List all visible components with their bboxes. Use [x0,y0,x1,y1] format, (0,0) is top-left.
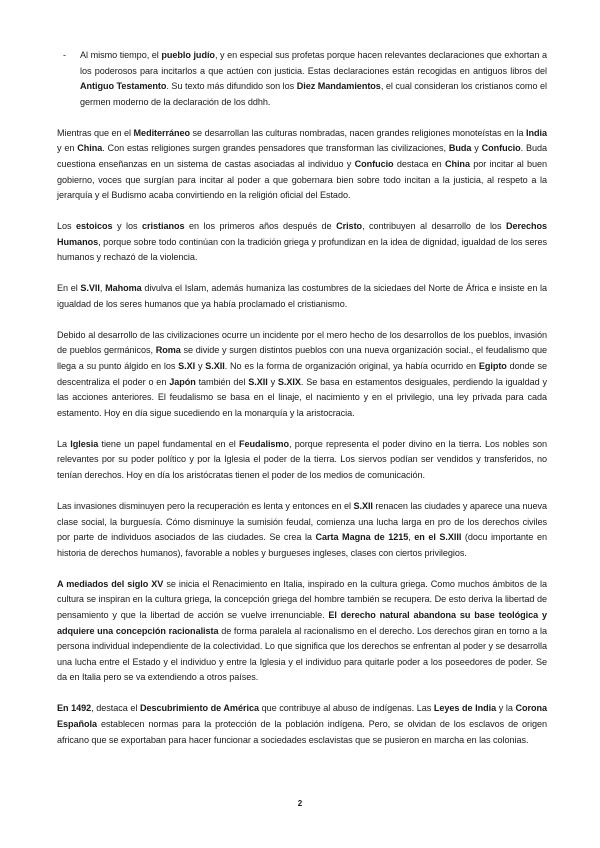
bold-term: Antiguo Testamento [80,81,167,92]
bold-term: Corona Española [57,703,548,729]
text-run: que contribuye al abuso de indígenas. Las [258,703,434,714]
bold-term: A mediados del siglo XV [57,578,164,589]
bold-term: S.XII [353,501,373,511]
text-run: en los primeros años después de [184,221,337,232]
paragraph-bourgeoisie [57,499,547,561]
bold-term: en el S.XIII [414,532,462,543]
bullet-text [80,50,547,107]
paragraph-islam [57,281,547,312]
bold-term: S.XII [205,361,225,372]
text-run: y [195,361,206,372]
text-run: Los [57,221,77,232]
page-content [57,48,547,763]
text-run: y [471,143,482,154]
text-run: Al mismo tiempo, el [80,50,162,60]
bold-term: Carta Magna de 1215 [315,532,409,543]
text-run: Las invasiones disminuyen pero la recuperación es lenta y entonces en el [57,501,354,511]
text-run: , [99,283,106,294]
bold-term: S.XI [178,361,196,372]
bold-term: Leyes de India [433,703,497,714]
text-run: y [267,376,278,387]
text-run: Mientras que en el [57,127,134,138]
bold-term: Mahoma [105,283,142,294]
bold-term: En 1492 [57,703,92,714]
paragraph-church [57,437,547,484]
text-run: donde se descentraliza el poder o en [57,361,547,387]
bold-term: Mediterráneo [133,127,191,138]
text-run: , destaca el [91,703,140,714]
text-run: destaca en [393,158,445,169]
bold-term: Japón [169,376,196,387]
text-run: tiene un papel fundamental en el [98,438,239,449]
bold-term: Buda [448,143,472,154]
text-run: La [57,438,71,449]
text-run: y los [112,221,143,232]
text-run: , porque representa el poder divino en la tierra. Los nobles son relevantes por su poder político y por la Iglesia el poder de la tierra. Los siervos podían ser vendidos y transferidos, no tenían derechos. Hoy en día los aristócratas tienen el poder de los medios de comunicación. [57,438,547,481]
bold-term: Confucio [354,158,394,169]
text-run: se divide y surgen distintos pueblos con una nueva organización social., el feudalismo que llega a su punto álgido en los [57,345,547,372]
text-run: por incitar al buen gobierno, voces que surgían para incitar al poder a que gobernara bien sobre todo incitan a la justicia, al respeto a la jerarquía y el Budismo acaba convirtiendo en la religión oficial del Estado. [57,158,547,201]
text-run: también del [195,376,249,387]
paragraph-america [57,701,547,748]
bold-term: cristianos [142,221,185,232]
bold-term: China [77,143,103,154]
bold-term: India [526,127,547,138]
text-run: . Su texto más difundido son los [166,81,297,92]
text-run: , [408,532,415,543]
text-run: divulva el Islam, además humaniza las costumbres de la siciedaes del Norte de África e insiste en la igualdad de los seres humanos que ya había proclamado el cristianismo. [57,283,547,309]
bold-term: Cristo [336,221,363,232]
text-run: , el cual consideran los cristianos como el germen moderno de la declaración de los ddhh. [80,81,547,107]
bold-term: Egipto [478,361,507,372]
bold-term: Confucio [481,143,521,154]
text-run: establecen normas para la protección de la población indígena. Pero, se olvidan de los esclavos de origen africano que se exportaban para hacer funcionar a sociedades esclavistas que se pusieron en marcha en las colonias. [57,718,547,745]
text-run: se inicia el Renacimiento en Italia, inspirado en la cultura griega. Como muchos ámbitos de la cultura se inspiran en la cultura griega, la concepción griega del hombre también se recupera. De esto deriva la libertad de pensamiento y que la libertad de acción se vuelve irrenunciable. [57,578,547,620]
bold-term: S.VII [80,283,100,294]
bullet-item [57,48,547,110]
bold-term: Diez Mandamientos [296,81,381,92]
paragraph-asian-religions [57,126,547,204]
paragraph-stoics-christians [57,219,547,266]
text-run: renacen las ciudades y aparece una nueva clase social, la burguesía. Cómo disminuye la sumisión feudal, comienza una lucha larga en pro de los derechos civiles por parte de individuos asociados de las ciudades. Se crea la [57,501,547,543]
bold-term: Roma [155,345,181,356]
text-run: y la [496,703,516,714]
text-run: y en [57,143,78,154]
bold-term: Derechos Humanos [57,221,547,247]
bold-term: Descubrimiento de América [139,703,259,714]
text-run: , y en especial sus profetas porque hacen relevantes declaraciones que exhortan a los poderosos para incitarlos a que actúen con justicia. Estas declaraciones están recogidas en antiguos libros del [80,50,547,76]
bold-term: Feudalismo [238,438,289,449]
text-run: . No es la forma de organización original, ya había ocurrido en [224,361,479,372]
text-run: . Buda cuestiona enseñanzas en un sistema de castas asociadas al individuo y [57,143,547,169]
text-run: En el [57,283,81,294]
text-run: . Se basa en estamentos desiguales, perdiendo la igualdad y las acciones anteriores. El feudalismo se basa en el linaje, el nacimiento y en el privilegio, una ley privada para cada estamento. Hoy en día sigue sucediendo en la monarquía y la aristocracia. [57,376,548,418]
paragraph-feudalism [57,328,547,422]
bold-term: El derecho natural abandona su base teológica y adquiere una concepción racionalista [57,609,547,636]
bold-term: S.XII [248,376,268,387]
bold-term: S.XIX [277,376,301,387]
bold-term: estoicos [76,221,113,232]
bold-term: Iglesia [70,438,99,449]
page-number: 2 [297,799,303,808]
paragraph-renaissance [57,577,547,686]
text-run: . Con estas religiones surgen grandes pensadores que transforman las civilizaciones, [102,143,449,154]
bold-term: pueblo judío [161,50,215,60]
text-run: (docu importante en historia de derechos humanos), favorable a nobles y burgueses ingleses, clases con ciertos privilegios. [57,532,547,558]
text-run: Debido al desarrollo de las civilizaciones ocurre un incidente por el mero hecho de los desarrollos de los pueblos, invasión de pueblos germánicos, [57,329,547,356]
text-run: , porque sobre todo continúan con la tradición griega y profundizan en la idea de dignidad, igualdad de los seres humanos y rechazó de la violencia. [57,236,547,263]
text-run: de forma paralela al racionalismo en el derecho. Los derechos giran en torno a la persona individual independiente de la colectividad. Lo que significa que los derechos se enfrentan al poder y se desarrolla una lucha entre el Estado y el individuo y entre la Iglesia y el individuo para quitarle poder a los poseedores de poder. Se da en Italia pero se va extendiendo a otros países. [57,625,547,683]
text-run: se desarrollan las culturas nombradas, nacen grandes religiones monoteístas en la [190,127,527,138]
text-run: , contribuyen al desarrollo de los [362,221,506,232]
bold-term: China [444,158,470,169]
bullet-dash: - [63,50,66,60]
